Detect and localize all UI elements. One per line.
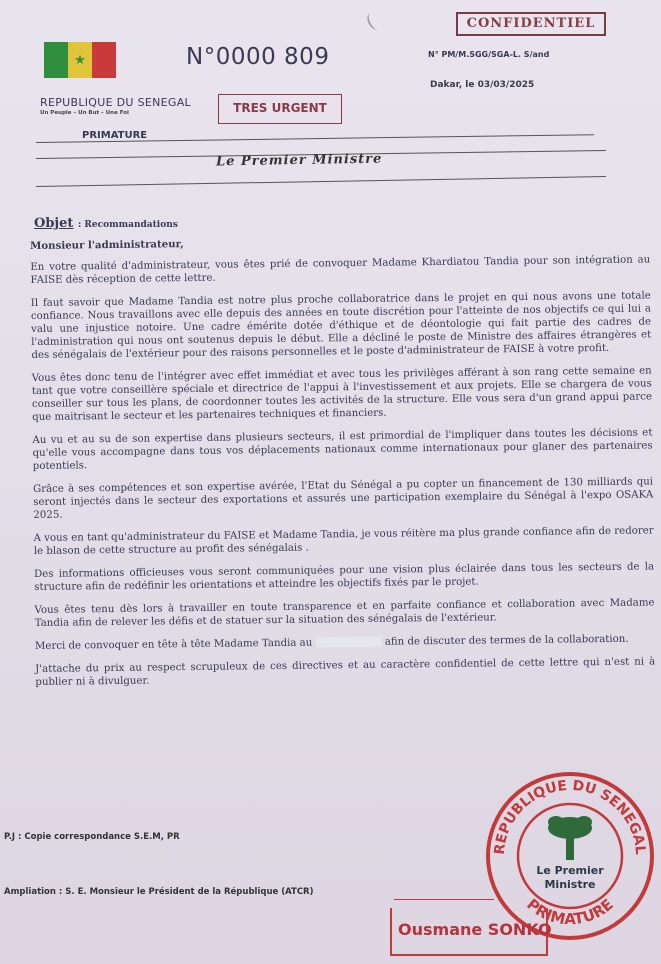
signature-rule	[394, 899, 494, 900]
senegal-flag-icon	[44, 42, 116, 78]
signatory-name: Ousmane SONKO	[398, 920, 552, 939]
paper-mark	[365, 10, 383, 31]
seal-center-line1: Le Premier	[536, 864, 604, 877]
redacted-block	[315, 637, 381, 648]
urgent-stamp: TRES URGENT	[218, 94, 342, 124]
salutation: Monsieur l'administrateur,	[30, 238, 184, 252]
document-number: N°0000 809	[186, 44, 330, 70]
flag-green-band	[44, 42, 68, 78]
letter-body	[30, 232, 656, 699]
attachment-note: P.J : Copie correspondance S.E.M, PR	[4, 832, 180, 842]
seal-center-line2: Ministre	[544, 878, 596, 891]
subject-line	[34, 216, 178, 231]
paragraph: A vous en tant qu'administrateur du FAISE et Madame Tandia, je vous réitère ma plus grande confiance afin de redorer le blason de cette structure au profit des sénégalais .	[33, 525, 654, 557]
primature-label: PRIMATURE	[82, 130, 148, 141]
paragraph: En votre qualité d'administrateur, vous êtes prié de convoquer Madame Khardiatou Tandia pour son intégration au FAISE dès réception de cette lettre.	[30, 254, 651, 286]
national-motto: Un Peuple – Un But – Une Foi	[40, 110, 129, 116]
flag-red-band	[92, 42, 116, 78]
reference-number: N° PM/M.SGG/SGA-L. S/and	[428, 50, 550, 59]
subject-text: : Recommandations	[77, 220, 178, 230]
ampliation-note: Ampliation : S. E. Monsieur le Président de la République (ATCR)	[4, 887, 314, 897]
seal-bottom-text: PRIMATURE	[523, 895, 617, 929]
flag-yellow-band	[68, 42, 92, 78]
subject-label: Objet	[34, 216, 74, 231]
letter-date: Dakar, le 03/03/2025	[430, 80, 535, 90]
confidential-stamp: CONFIDENTIEL	[456, 12, 606, 36]
baobab-tree-icon	[548, 816, 592, 860]
republic-name: REPUBLIQUE DU SENEGAL	[40, 96, 191, 109]
paragraph-part: afin de discuter des termes de la collaboration.	[384, 633, 629, 648]
prime-minister-title: Le Premier Ministre	[215, 151, 383, 170]
paragraph: Grâce à ses compétences et son expertise avérée, l'Etat du Sénégal a pu copter un financement de 130 milliards qui seront injectés dans le secteur des exportations et assurés une participation exemplaire du Sénégal à l'expo OSAKA 2025.	[32, 476, 654, 521]
paragraph: Vous êtes tenu dès lors à travailler en toute transparence et en parfaite confiance et collaboration avec Madame Tandia afin de relever les défis et de statuer sur la situation des sénégalais de l'extérieur.	[34, 597, 655, 629]
star-icon: ★	[74, 52, 86, 68]
seal-top-text: REPUBLIQUE DU SENEGAL	[491, 777, 649, 856]
header-rule	[36, 176, 606, 187]
paragraph: J'attache du prix au respect scrupuleux de ces directives et au caractère confidentiel de cette lettre qui n'est ni à publier ni à divulguer.	[35, 656, 656, 688]
paragraph: Vous êtes donc tenu de l'intégrer avec effet immédiat et avec tous les privilèges afférant à son rang cette semaine en tant que votre conseillère spéciale et directrice de l'appui à l'investissement et aux projets. Elle se chargera de vous conseiller sur tous les plans, de coordonner toutes les activités de la structure. Elle vous sera d'un grand appui parce que maitrisant le secteur et les partenaires techniques et financiers.	[31, 365, 653, 423]
paragraph: Il faut savoir que Madame Tandia est notre plus proche collaboratrice dans le projet en qui nous avons une totale confiance. Nous travaillons avec elle depuis des années en toute discrétion pour l'atteinte de nos objectifs ce qui lui a valu une injustice notoire. Une cadre émérite dotée d'éthique et de déontologie qui fait partie des cadres de l'administration qui nous ont soutenus depuis le début. Elle a décliné le poste de Ministre des affaires étrangères et des sénégalais de l'extérieur pour des raisons personnelles et le poste d'administrateur de FAISE à votre profit.	[30, 290, 652, 361]
paragraph-part: Merci de convoquer en tête à tête Madame Tandia au	[34, 637, 313, 652]
paragraph: Au vu et au su de son expertise dans plusieurs secteurs, il est primordial de l'impliquer dans toutes les décisions et qu'elle vous accompagne dans tous vos déplacements nationaux comme internationaux pour glaner des partenaires potentiels.	[32, 427, 653, 472]
paragraph: Des informations officieuses vous seront communiquées pour une vision plus éclairée dans tous les secteurs de la structure afin de redéfinir les orientations et atteindre les objectifs fixés par le projet.	[34, 561, 655, 593]
paragraph	[35, 632, 655, 653]
